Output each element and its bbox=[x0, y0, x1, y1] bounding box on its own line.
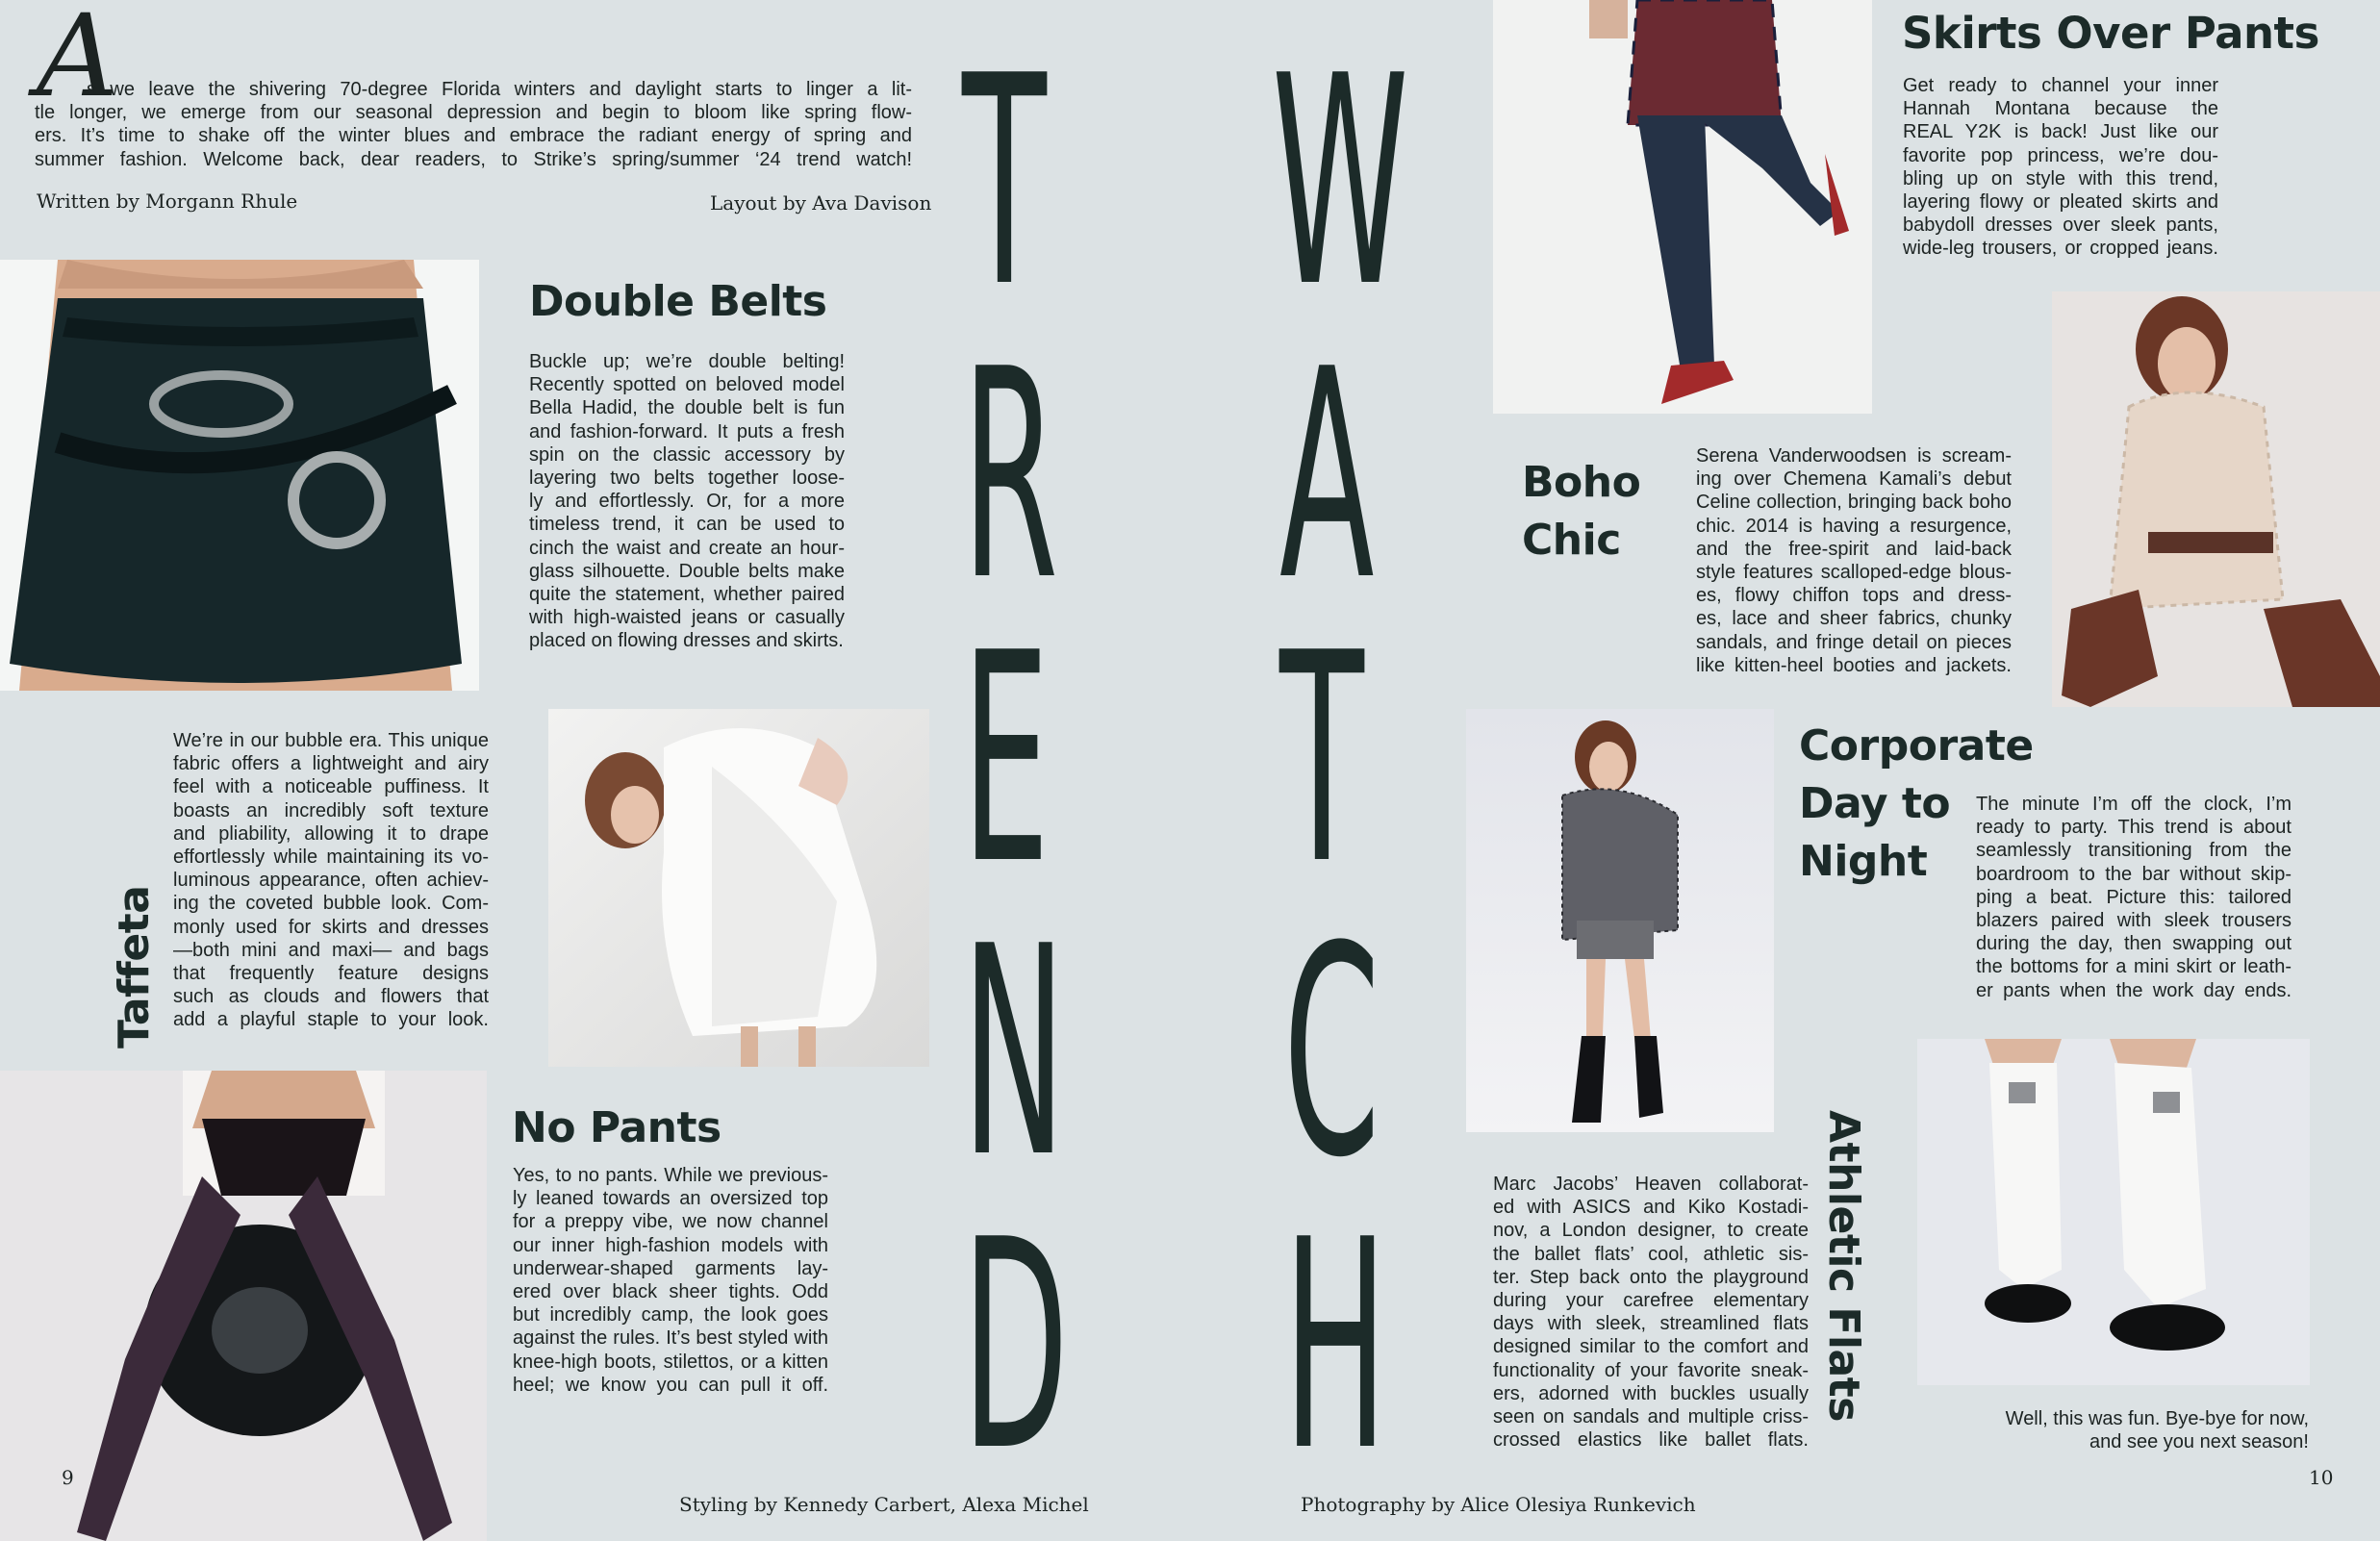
skirts-over-pants-paragraph bbox=[1903, 74, 2218, 261]
paragraph-line: cinch the waist and create an hour- bbox=[529, 537, 845, 559]
paragraph-line: during the day, then swapping out bbox=[1976, 933, 2291, 955]
paragraph-line: seen on sandals and multiple criss- bbox=[1493, 1406, 1809, 1428]
taffeta-dress-photo bbox=[548, 709, 929, 1067]
paragraph-line: ing the coveted bubble look. Com- bbox=[173, 893, 489, 915]
paragraph-line: ping a beat. Picture this: tailored bbox=[1976, 886, 2291, 908]
title-letter: E bbox=[962, 592, 1050, 927]
paragraph-line: —both mini and maxi— and bags bbox=[173, 939, 489, 961]
paragraph-line: boasts an incredibly soft texture bbox=[173, 799, 489, 821]
intro-line: s we leave the shivering 70-degree Florida winters and daylight starts to linger a lit- bbox=[87, 79, 912, 100]
paragraph-line: and the free-spirit and laid-back bbox=[1696, 538, 2012, 560]
paragraph-line: and pliability, allowing it to drape bbox=[173, 822, 489, 845]
paragraph-line: heel; we know you can pull it off. bbox=[513, 1374, 828, 1396]
paragraph-line: boardroom to the bar without skip- bbox=[1976, 863, 2291, 885]
paragraph-line: our inner high-fashion models with bbox=[513, 1234, 828, 1256]
paragraph-line: sandals, and fringe detail on pieces bbox=[1696, 631, 2012, 653]
paragraph-line: but incredibly camp, the look goes bbox=[513, 1304, 828, 1326]
trend-title bbox=[962, 14, 1106, 1514]
title-letter: W bbox=[1272, 14, 1409, 350]
paragraph-line: ly leaned towards an oversized top bbox=[513, 1188, 828, 1210]
paragraph-line: seamlessly transitioning from the bbox=[1976, 840, 2291, 862]
paragraph-line: bling up on style with this trend, bbox=[1903, 167, 2218, 189]
paragraph-line: ers, adorned with buckles usually bbox=[1493, 1382, 1809, 1404]
paragraph-line: quite the statement, whether paired bbox=[529, 584, 845, 606]
paragraph-line: days with sleek, streamlined flats bbox=[1493, 1313, 1809, 1335]
paragraph-line: that frequently feature designs bbox=[173, 963, 489, 985]
paragraph-line: er pants when the work day ends. bbox=[1976, 979, 2291, 1001]
paragraph-line: nov, a London designer, to create bbox=[1493, 1220, 1809, 1242]
drop-cap: A bbox=[37, 0, 119, 122]
closing-note bbox=[1934, 1407, 2309, 1453]
paragraph-line: ly and effortlessly. Or, for a more bbox=[529, 491, 845, 513]
paragraph-line: ered over black sheer tights. Odd bbox=[513, 1281, 828, 1303]
paragraph-line: layering flowy or pleated skirts and bbox=[1903, 191, 2218, 214]
paragraph-line: Hannah Montana because the bbox=[1903, 98, 2218, 120]
paragraph-line: against the rules. It’s best styled with bbox=[513, 1327, 828, 1350]
boho-chic-photo bbox=[2052, 291, 2380, 707]
paragraph-line: Celine collection, bringing back boho bbox=[1696, 492, 2012, 514]
paragraph-line: We’re in our bubble era. This unique bbox=[173, 730, 489, 751]
boho-chic-heading bbox=[1522, 454, 1640, 569]
paragraph-line: monly used for skirts and dresses bbox=[173, 916, 489, 938]
paragraph-line: feel with a noticeable puffiness. It bbox=[173, 776, 489, 798]
paragraph-line: Serena Vanderwoodsen is scream- bbox=[1696, 445, 2012, 467]
heading-line: Boho bbox=[1522, 458, 1641, 507]
intro-line: tle longer, we emerge from our seasonal depression and begin to bloom like spring flow- bbox=[35, 102, 912, 124]
paragraph-line: ing over Chemena Kamali’s debut bbox=[1696, 468, 2012, 491]
paragraph-line: Bella Hadid, the double belt is fun bbox=[529, 397, 845, 419]
paragraph-line: functionality of your favorite sneak- bbox=[1493, 1359, 1809, 1381]
no-pants-heading: No Pants bbox=[512, 1103, 722, 1152]
paragraph-line: the bottoms for a mini skirt or leath- bbox=[1976, 956, 2291, 978]
paragraph-line: blazers paired with sleek trousers bbox=[1976, 910, 2291, 932]
heading-line: Day to bbox=[1799, 779, 1951, 828]
paragraph-line: crossed elastics like ballet flats. bbox=[1493, 1429, 1809, 1452]
athletic-flats-photo bbox=[1917, 1039, 2310, 1385]
paragraph-line: babydoll dresses over sleek pants, bbox=[1903, 215, 2218, 237]
double-belts-photo bbox=[0, 260, 479, 691]
paragraph-line: luminous appearance, often achiev- bbox=[173, 870, 489, 892]
title-letter: N bbox=[962, 885, 1066, 1221]
layout-by: Layout by Ava Davison bbox=[710, 191, 932, 215]
paragraph-line: Marc Jacobs’ Heaven collaborat- bbox=[1493, 1174, 1809, 1195]
corporate-paragraph bbox=[1976, 793, 2291, 1002]
intro-line: ers. It’s time to shake off the winter blues and embrace the radiant energy of spring and bbox=[35, 125, 912, 147]
boho-chic-paragraph bbox=[1696, 444, 2012, 677]
title-letter: D bbox=[962, 1178, 1069, 1514]
paragraph-line: glass silhouette. Double belts make bbox=[529, 560, 845, 582]
page-number-right: 10 bbox=[2309, 1466, 2334, 1489]
written-by: Written by Morgann Rhule bbox=[37, 189, 298, 213]
title-letter: A bbox=[1279, 308, 1375, 644]
photography-credit: Photography by Alice Olesiya Runkevich bbox=[1301, 1493, 1696, 1516]
paragraph-line: effortlessly while maintaining its vo- bbox=[173, 846, 489, 869]
double-belts-heading: Double Belts bbox=[529, 277, 827, 326]
paragraph-line: Buckle up; we’re double belting! bbox=[529, 351, 845, 372]
paragraph-line: REAL Y2K is back! Just like our bbox=[1903, 121, 2218, 143]
title-letter: T bbox=[1279, 592, 1364, 927]
paragraph-line: ed with ASICS and Kiko Kostadi- bbox=[1493, 1197, 1809, 1219]
paragraph-line: timeless trend, it can be used to bbox=[529, 514, 845, 536]
paragraph-line: Get ready to channel your inner bbox=[1903, 75, 2218, 96]
double-belts-paragraph bbox=[529, 350, 845, 653]
heading-line: Chic bbox=[1522, 516, 1621, 565]
paragraph-line: such as clouds and flowers that bbox=[173, 986, 489, 1008]
paragraph-line: style features scalloped-edge blous- bbox=[1696, 562, 2012, 584]
intro-paragraph bbox=[35, 78, 912, 171]
taffeta-heading: Taffeta bbox=[110, 885, 159, 1048]
paragraph-line: es, lace and sheer fabrics, chunky bbox=[1696, 608, 2012, 630]
athletic-flats-paragraph bbox=[1493, 1173, 1809, 1452]
paragraph-line: The minute I’m off the clock, I’m bbox=[1976, 794, 2291, 815]
page-number-left: 9 bbox=[62, 1466, 74, 1489]
title-letter: R bbox=[962, 308, 1059, 644]
corporate-photo bbox=[1466, 709, 1774, 1132]
paragraph-line: wide-leg trousers, or cropped jeans. bbox=[1903, 238, 2218, 260]
heading-line: Corporate bbox=[1799, 721, 2034, 770]
styling-credit: Styling by Kennedy Carbert, Alexa Michel bbox=[679, 1493, 1089, 1516]
paragraph-line: layering two belts together loose- bbox=[529, 467, 845, 490]
taffeta-paragraph bbox=[173, 729, 489, 1032]
paragraph-line: during your carefree elementary bbox=[1493, 1290, 1809, 1312]
no-pants-paragraph bbox=[513, 1164, 828, 1397]
title-letter: C bbox=[1283, 885, 1380, 1221]
title-letter: H bbox=[1283, 1178, 1388, 1514]
paragraph-line: placed on flowing dresses and skirts. bbox=[529, 630, 844, 652]
paragraph-line: ready to party. This trend is about bbox=[1976, 817, 2291, 839]
paragraph-line: fabric offers a lightweight and airy bbox=[173, 753, 489, 775]
paragraph-line: Yes, to no pants. While we previous- bbox=[513, 1165, 828, 1186]
closing-line: Well, this was fun. Bye-bye for now, bbox=[2005, 1408, 2309, 1429]
watch-title bbox=[1272, 14, 1464, 1514]
paragraph-line: for a preppy vibe, we now channel bbox=[513, 1211, 828, 1233]
closing-line: and see you next season! bbox=[2089, 1431, 2309, 1453]
paragraph-line: ter. Step back onto the playground bbox=[1493, 1266, 1809, 1288]
paragraph-line: designed similar to the comfort and bbox=[1493, 1336, 1809, 1358]
paragraph-line: chic. 2014 is having a resurgence, bbox=[1696, 515, 2012, 537]
skirts-over-pants-heading: Skirts Over Pants bbox=[1902, 8, 2319, 59]
paragraph-line: Recently spotted on beloved model bbox=[529, 374, 845, 396]
skirts-over-pants-photo bbox=[1493, 0, 1872, 414]
intro-line: summer fashion. Welcome back, dear readers, to Strike’s spring/summer ‘24 trend watch! bbox=[35, 148, 912, 170]
paragraph-line: es, flowy chiffon tops and dress- bbox=[1696, 585, 2012, 607]
paragraph-line: underwear-shaped garments lay- bbox=[513, 1257, 828, 1279]
paragraph-line: with high-waisted jeans or casually bbox=[529, 607, 845, 629]
athletic-flats-heading: Athletic Flats bbox=[1819, 1110, 1868, 1422]
paragraph-line: spin on the classic accessory by bbox=[529, 443, 845, 466]
title-letter: T bbox=[962, 14, 1047, 350]
paragraph-line: like kitten-heel booties and jackets. bbox=[1696, 654, 2012, 676]
paragraph-line: knee-high boots, stilettos, or a kitten bbox=[513, 1351, 828, 1373]
paragraph-line: the ballet flats’ cool, athletic sis- bbox=[1493, 1243, 1809, 1265]
paragraph-line: favorite pop princess, we’re dou- bbox=[1903, 144, 2218, 166]
paragraph-line: add a playful staple to your look. bbox=[173, 1009, 489, 1031]
paragraph-line: and fashion-forward. It puts a fresh bbox=[529, 420, 845, 442]
heading-line: Night bbox=[1799, 837, 1928, 886]
